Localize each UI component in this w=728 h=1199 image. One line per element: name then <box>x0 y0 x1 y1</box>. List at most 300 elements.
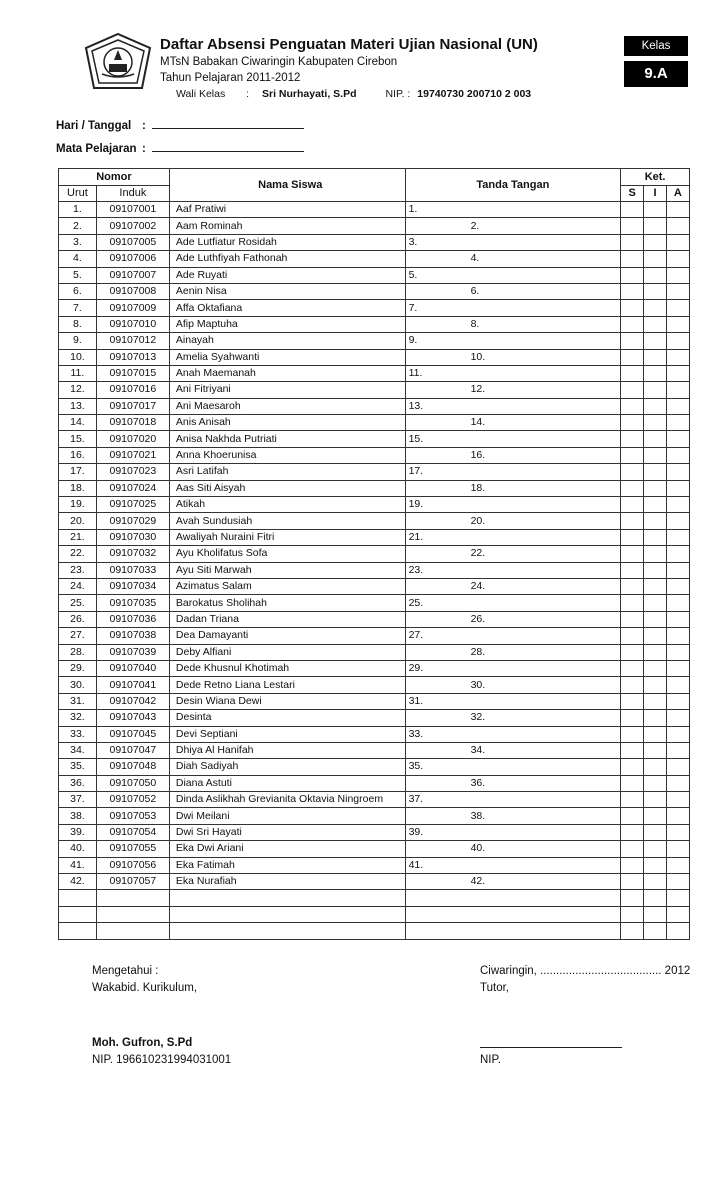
row-ket-s[interactable] <box>621 497 644 513</box>
row-signature[interactable]: 27. <box>405 628 621 644</box>
row-ket-s[interactable] <box>621 202 644 218</box>
row-induk: 09107030 <box>96 529 169 545</box>
row-signature[interactable]: 34. <box>405 742 621 758</box>
row-name: Amelia Syahwanti <box>169 349 405 365</box>
row-signature[interactable]: 16. <box>405 447 621 463</box>
row-induk: 09107041 <box>96 677 169 693</box>
row-ket-s[interactable] <box>621 398 644 414</box>
row-signature[interactable]: 8. <box>405 316 621 332</box>
table-row <box>59 578 690 594</box>
table-row <box>59 316 690 332</box>
row-ket-i[interactable] <box>644 824 666 840</box>
row-ket-i[interactable] <box>644 447 666 463</box>
row-ket-a[interactable] <box>666 365 689 381</box>
row-ket-a[interactable] <box>666 300 689 316</box>
row-ket-a[interactable] <box>666 857 689 873</box>
row-urut: 33. <box>59 726 97 742</box>
row-urut: 15. <box>59 431 97 447</box>
row-ket-s[interactable] <box>621 759 644 775</box>
row-name: Desin Wiana Dewi <box>169 693 405 709</box>
row-signature[interactable]: 20. <box>405 513 621 529</box>
table-row <box>59 398 690 414</box>
row-ket-i[interactable] <box>644 497 666 513</box>
row-urut: 4. <box>59 251 97 267</box>
row-ket-i[interactable] <box>644 333 666 349</box>
row-ket-s[interactable] <box>621 611 644 627</box>
ket-header: Ket. <box>621 169 690 186</box>
footer-position: Wakabid. Kurikulum, <box>92 982 198 994</box>
table-row <box>59 611 690 627</box>
row-ket-a[interactable] <box>666 464 689 480</box>
row-signature[interactable]: 2. <box>405 218 621 234</box>
row-urut: 10. <box>59 349 97 365</box>
row-induk: 09107042 <box>96 693 169 709</box>
row-induk: 09107050 <box>96 775 169 791</box>
row-ket-s[interactable] <box>621 693 644 709</box>
row-ket-i[interactable] <box>644 546 666 562</box>
empty-urut <box>59 890 97 906</box>
row-name: Desinta <box>169 710 405 726</box>
row-name: Eka Dwi Ariani <box>169 841 405 857</box>
row-urut: 1. <box>59 202 97 218</box>
row-name: Affa Oktafiana <box>169 300 405 316</box>
table-row <box>59 710 690 726</box>
row-ket-i[interactable] <box>644 415 666 431</box>
row-urut: 39. <box>59 824 97 840</box>
row-ket-i[interactable] <box>644 841 666 857</box>
row-name: Eka Nurafiah <box>169 874 405 890</box>
empty-ket-i[interactable] <box>644 906 666 922</box>
empty-ket-a[interactable] <box>666 906 689 922</box>
row-signature[interactable]: 5. <box>405 267 621 283</box>
row-ket-i[interactable] <box>644 365 666 381</box>
row-signature[interactable]: 17. <box>405 464 621 480</box>
subject-sep: : <box>142 143 146 155</box>
row-induk: 09107036 <box>96 611 169 627</box>
wali-name: Sri Nurhayati, S.Pd <box>261 88 357 100</box>
row-ket-a[interactable] <box>666 644 689 660</box>
row-ket-s[interactable] <box>621 578 644 594</box>
row-ket-s[interactable] <box>621 546 644 562</box>
row-ket-a[interactable] <box>666 333 689 349</box>
row-ket-a[interactable] <box>666 546 689 562</box>
empty-ket-s[interactable] <box>621 890 644 906</box>
row-ket-s[interactable] <box>621 251 644 267</box>
row-ket-s[interactable] <box>621 644 644 660</box>
row-ket-i[interactable] <box>644 562 666 578</box>
row-ket-a[interactable] <box>666 251 689 267</box>
row-ket-s[interactable] <box>621 660 644 676</box>
row-urut: 2. <box>59 218 97 234</box>
table-row <box>59 251 690 267</box>
row-ket-a[interactable] <box>666 513 689 529</box>
row-ket-s[interactable] <box>621 726 644 742</box>
row-ket-i[interactable] <box>644 283 666 299</box>
row-ket-s[interactable] <box>621 562 644 578</box>
row-induk: 09107035 <box>96 595 169 611</box>
row-ket-s[interactable] <box>621 431 644 447</box>
row-ket-a[interactable] <box>666 562 689 578</box>
row-ket-i[interactable] <box>644 677 666 693</box>
row-ket-a[interactable] <box>666 415 689 431</box>
row-ket-s[interactable] <box>621 382 644 398</box>
row-ket-i[interactable] <box>644 578 666 594</box>
row-signature[interactable]: 24. <box>405 578 621 594</box>
row-urut: 3. <box>59 234 97 250</box>
row-ket-a[interactable] <box>666 431 689 447</box>
row-ket-a[interactable] <box>666 808 689 824</box>
empty-ket-a[interactable] <box>666 890 689 906</box>
row-urut: 7. <box>59 300 97 316</box>
footer-tutor: Tutor, <box>480 982 509 994</box>
row-signature[interactable]: 15. <box>405 431 621 447</box>
attendance-body <box>59 202 690 940</box>
row-urut: 20. <box>59 513 97 529</box>
row-ket-i[interactable] <box>644 874 666 890</box>
row-urut: 38. <box>59 808 97 824</box>
row-signature[interactable]: 11. <box>405 365 621 381</box>
row-name: Awaliyah Nuraini Fitri <box>169 529 405 545</box>
row-induk: 09107039 <box>96 644 169 660</box>
row-ket-i[interactable] <box>644 759 666 775</box>
row-ket-s[interactable] <box>621 513 644 529</box>
empty-signature[interactable] <box>405 923 621 939</box>
row-ket-a[interactable] <box>666 742 689 758</box>
row-induk: 09107021 <box>96 447 169 463</box>
row-urut: 14. <box>59 415 97 431</box>
row-ket-a[interactable] <box>666 710 689 726</box>
row-induk: 09107054 <box>96 824 169 840</box>
row-urut: 18. <box>59 480 97 496</box>
row-ket-a[interactable] <box>666 775 689 791</box>
row-name: Asri Latifah <box>169 464 405 480</box>
row-name: Ani Maesaroh <box>169 398 405 414</box>
tutor-signature-line[interactable] <box>480 1047 622 1048</box>
table-row <box>59 562 690 578</box>
row-ket-i[interactable] <box>644 808 666 824</box>
row-name: Deby Alfiani <box>169 644 405 660</box>
row-name: Devi Septiani <box>169 726 405 742</box>
row-ket-s[interactable] <box>621 677 644 693</box>
academic-year: Tahun Pelajaran 2011-2012 <box>160 72 301 84</box>
row-signature[interactable]: 19. <box>405 497 621 513</box>
row-signature[interactable]: 40. <box>405 841 621 857</box>
row-signature[interactable]: 33. <box>405 726 621 742</box>
row-ket-i[interactable] <box>644 234 666 250</box>
row-ket-a[interactable] <box>666 480 689 496</box>
row-ket-s[interactable] <box>621 283 644 299</box>
table-row <box>59 857 690 873</box>
row-urut: 19. <box>59 497 97 513</box>
row-ket-a[interactable] <box>666 874 689 890</box>
row-ket-i[interactable] <box>644 431 666 447</box>
row-ket-i[interactable] <box>644 202 666 218</box>
row-name: Aam Rominah <box>169 218 405 234</box>
row-induk: 09107045 <box>96 726 169 742</box>
row-ket-i[interactable] <box>644 792 666 808</box>
row-ket-i[interactable] <box>644 710 666 726</box>
row-signature[interactable]: 7. <box>405 300 621 316</box>
row-induk: 09107048 <box>96 759 169 775</box>
table-row <box>59 693 690 709</box>
row-induk: 09107002 <box>96 218 169 234</box>
row-induk: 09107057 <box>96 874 169 890</box>
table-row <box>59 726 690 742</box>
row-ket-i[interactable] <box>644 628 666 644</box>
row-signature[interactable]: 42. <box>405 874 621 890</box>
row-ket-i[interactable] <box>644 726 666 742</box>
row-ket-i[interactable] <box>644 644 666 660</box>
footer-acknowledge: Mengetahui : <box>92 965 159 977</box>
row-urut: 17. <box>59 464 97 480</box>
table-row <box>59 382 690 398</box>
table-row <box>59 824 690 840</box>
row-ket-a[interactable] <box>666 447 689 463</box>
row-ket-a[interactable] <box>666 529 689 545</box>
row-signature[interactable]: 1. <box>405 202 621 218</box>
row-signature[interactable]: 13. <box>405 398 621 414</box>
row-ket-a[interactable] <box>666 234 689 250</box>
row-ket-s[interactable] <box>621 349 644 365</box>
row-ket-s[interactable] <box>621 447 644 463</box>
row-ket-a[interactable] <box>666 316 689 332</box>
school-name: MTsN Babakan Ciwaringin Kabupaten Cirebon <box>160 56 398 68</box>
row-ket-a[interactable] <box>666 382 689 398</box>
row-urut: 36. <box>59 775 97 791</box>
row-ket-a[interactable] <box>666 726 689 742</box>
table-row <box>59 742 690 758</box>
row-ket-i[interactable] <box>644 267 666 283</box>
empty-ket-i[interactable] <box>644 923 666 939</box>
empty-signature[interactable] <box>405 890 621 906</box>
row-signature[interactable]: 23. <box>405 562 621 578</box>
row-signature[interactable]: 32. <box>405 710 621 726</box>
row-induk: 09107038 <box>96 628 169 644</box>
row-ket-s[interactable] <box>621 333 644 349</box>
table-row <box>59 546 690 562</box>
row-ket-a[interactable] <box>666 759 689 775</box>
row-induk: 09107053 <box>96 808 169 824</box>
row-ket-i[interactable] <box>644 480 666 496</box>
row-ket-s[interactable] <box>621 710 644 726</box>
row-signature[interactable]: 28. <box>405 644 621 660</box>
row-ket-s[interactable] <box>621 857 644 873</box>
induk-header: Induk <box>96 186 169 202</box>
row-signature[interactable]: 30. <box>405 677 621 693</box>
row-ket-s[interactable] <box>621 628 644 644</box>
row-ket-a[interactable] <box>666 578 689 594</box>
row-induk: 09107020 <box>96 431 169 447</box>
row-signature[interactable]: 3. <box>405 234 621 250</box>
row-signature[interactable]: 38. <box>405 808 621 824</box>
row-ket-a[interactable] <box>666 595 689 611</box>
empty-induk <box>96 890 169 906</box>
row-ket-a[interactable] <box>666 693 689 709</box>
row-signature[interactable]: 10. <box>405 349 621 365</box>
row-induk: 09107005 <box>96 234 169 250</box>
table-row <box>59 464 690 480</box>
row-ket-a[interactable] <box>666 283 689 299</box>
table-row <box>59 874 690 890</box>
row-signature[interactable]: 14. <box>405 415 621 431</box>
empty-ket-s[interactable] <box>621 906 644 922</box>
row-signature[interactable]: 9. <box>405 333 621 349</box>
row-induk: 09107052 <box>96 792 169 808</box>
table-row <box>59 300 690 316</box>
row-urut: 5. <box>59 267 97 283</box>
row-ket-a[interactable] <box>666 267 689 283</box>
ket-s-header: S <box>621 186 644 202</box>
row-ket-i[interactable] <box>644 464 666 480</box>
row-urut: 30. <box>59 677 97 693</box>
empty-name <box>169 906 405 922</box>
row-ket-i[interactable] <box>644 529 666 545</box>
empty-ket-a[interactable] <box>666 923 689 939</box>
row-ket-s[interactable] <box>621 775 644 791</box>
row-ket-a[interactable] <box>666 218 689 234</box>
row-ket-i[interactable] <box>644 775 666 791</box>
table-row <box>59 775 690 791</box>
row-urut: 12. <box>59 382 97 398</box>
row-ket-s[interactable] <box>621 792 644 808</box>
row-signature[interactable]: 39. <box>405 824 621 840</box>
nip-label: NIP. : <box>385 88 411 100</box>
row-ket-s[interactable] <box>621 415 644 431</box>
row-signature[interactable]: 36. <box>405 775 621 791</box>
row-ket-s[interactable] <box>621 529 644 545</box>
row-name: Diana Astuti <box>169 775 405 791</box>
row-signature[interactable]: 37. <box>405 792 621 808</box>
row-induk: 09107012 <box>96 333 169 349</box>
row-ket-s[interactable] <box>621 365 644 381</box>
row-name: Ade Lutfiatur Rosidah <box>169 234 405 250</box>
empty-ket-s[interactable] <box>621 923 644 939</box>
row-ket-a[interactable] <box>666 841 689 857</box>
row-urut: 9. <box>59 333 97 349</box>
row-signature[interactable]: 22. <box>405 546 621 562</box>
row-ket-a[interactable] <box>666 628 689 644</box>
row-name: Dea Damayanti <box>169 628 405 644</box>
row-urut: 42. <box>59 874 97 890</box>
row-signature[interactable]: 12. <box>405 382 621 398</box>
row-ket-s[interactable] <box>621 824 644 840</box>
row-ket-s[interactable] <box>621 874 644 890</box>
row-signature[interactable]: 21. <box>405 529 621 545</box>
row-ket-a[interactable] <box>666 497 689 513</box>
row-name: Dinda Aslikhah Grevianita Oktavia Ningroem <box>169 792 405 808</box>
row-name: Azimatus Salam <box>169 578 405 594</box>
table-row <box>59 628 690 644</box>
row-ket-i[interactable] <box>644 218 666 234</box>
row-urut: 31. <box>59 693 97 709</box>
row-ket-a[interactable] <box>666 824 689 840</box>
row-ket-s[interactable] <box>621 316 644 332</box>
row-ket-s[interactable] <box>621 742 644 758</box>
empty-row <box>59 890 690 906</box>
row-ket-i[interactable] <box>644 857 666 873</box>
row-signature[interactable]: 31. <box>405 693 621 709</box>
row-ket-i[interactable] <box>644 513 666 529</box>
row-ket-i[interactable] <box>644 611 666 627</box>
wali-sep: : <box>246 88 250 100</box>
row-ket-a[interactable] <box>666 349 689 365</box>
row-ket-s[interactable] <box>621 300 644 316</box>
row-ket-s[interactable] <box>621 841 644 857</box>
subject-row <box>56 141 304 155</box>
row-signature[interactable]: 35. <box>405 759 621 775</box>
row-ket-a[interactable] <box>666 792 689 808</box>
row-urut: 16. <box>59 447 97 463</box>
row-signature[interactable]: 41. <box>405 857 621 873</box>
row-ket-i[interactable] <box>644 398 666 414</box>
row-ket-i[interactable] <box>644 382 666 398</box>
row-signature[interactable]: 6. <box>405 283 621 299</box>
empty-ket-i[interactable] <box>644 890 666 906</box>
row-name: Aenin Nisa <box>169 283 405 299</box>
row-ket-i[interactable] <box>644 316 666 332</box>
row-induk: 09107023 <box>96 464 169 480</box>
row-ket-s[interactable] <box>621 234 644 250</box>
row-urut: 34. <box>59 742 97 758</box>
subject-line[interactable] <box>152 141 304 152</box>
row-ket-a[interactable] <box>666 398 689 414</box>
date-line[interactable] <box>152 118 304 129</box>
row-signature[interactable]: 29. <box>405 660 621 676</box>
row-induk: 09107047 <box>96 742 169 758</box>
urut-header: Urut <box>59 186 97 202</box>
row-ket-s[interactable] <box>621 218 644 234</box>
row-ket-s[interactable] <box>621 267 644 283</box>
row-signature[interactable]: 25. <box>405 595 621 611</box>
row-urut: 28. <box>59 644 97 660</box>
row-ket-i[interactable] <box>644 660 666 676</box>
table-row <box>59 497 690 513</box>
row-signature[interactable]: 26. <box>405 611 621 627</box>
row-ket-a[interactable] <box>666 611 689 627</box>
row-induk: 09107010 <box>96 316 169 332</box>
row-urut: 32. <box>59 710 97 726</box>
row-induk: 09107016 <box>96 382 169 398</box>
wali-label: Wali Kelas <box>176 88 226 100</box>
row-urut: 11. <box>59 365 97 381</box>
row-name: Ainayah <box>169 333 405 349</box>
row-ket-s[interactable] <box>621 808 644 824</box>
row-name: Barokatus Sholihah <box>169 595 405 611</box>
row-induk: 09107033 <box>96 562 169 578</box>
row-ket-s[interactable] <box>621 595 644 611</box>
row-ket-i[interactable] <box>644 693 666 709</box>
row-ket-s[interactable] <box>621 480 644 496</box>
row-signature[interactable]: 4. <box>405 251 621 267</box>
row-ket-a[interactable] <box>666 202 689 218</box>
row-ket-i[interactable] <box>644 595 666 611</box>
ket-a-header: A <box>666 186 689 202</box>
row-signature[interactable]: 18. <box>405 480 621 496</box>
row-ket-i[interactable] <box>644 251 666 267</box>
row-ket-i[interactable] <box>644 742 666 758</box>
row-urut: 6. <box>59 283 97 299</box>
empty-signature[interactable] <box>405 906 621 922</box>
row-ket-s[interactable] <box>621 464 644 480</box>
nip-value: 19740730 200710 2 003 <box>417 88 532 100</box>
row-name: Avah Sundusiah <box>169 513 405 529</box>
school-emblem-icon <box>78 30 158 94</box>
row-ket-a[interactable] <box>666 677 689 693</box>
row-ket-i[interactable] <box>644 300 666 316</box>
row-ket-i[interactable] <box>644 349 666 365</box>
date-row <box>56 118 304 132</box>
row-ket-a[interactable] <box>666 660 689 676</box>
